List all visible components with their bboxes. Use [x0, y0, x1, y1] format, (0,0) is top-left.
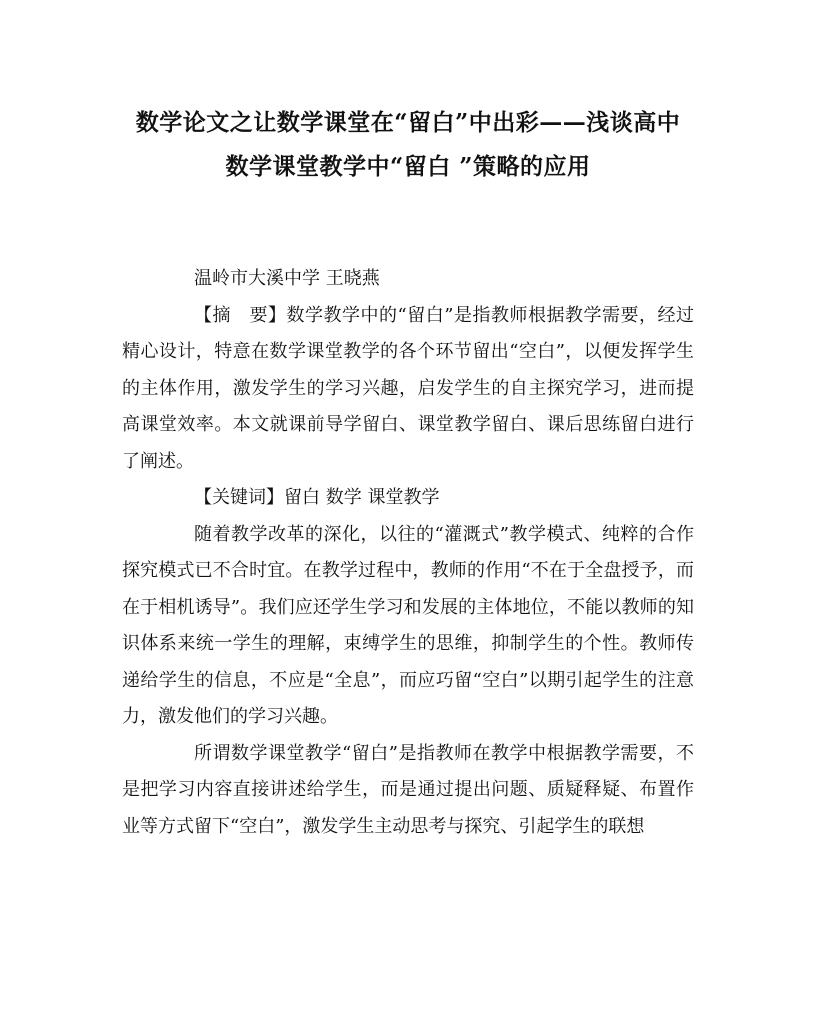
abstract-label: 【摘 要】 [194, 304, 287, 326]
keywords-label: 【关键词】 [194, 487, 284, 508]
paragraph-1-text: 随着教学改革的深化，以往的“灌溉式”教学模式、纯粹的合作探究模式已不合时宜。在教学过程中，教师的作用“不在于全盘授予，而在于相机诱导”。我们应还学生学习和发展的主体地位，不能以教师的知识体系来统一学生的理解，束缚学生的思维，抑制学生的个性。教师传递给学生的信息，不应是“全息”，而应巧留“空白”以期引起学生的注意力，激发他们的学习兴趣。 [122, 523, 694, 727]
title-line-2: 数学课堂教学中“留白 ”策略的应用 [225, 153, 591, 180]
keywords-text: 留白 数学 课堂教学 [284, 487, 440, 508]
author-line [122, 261, 694, 298]
document-body [122, 261, 694, 845]
author-text: 温岭市大溪中学 王晓燕 [194, 268, 380, 289]
paragraph-2-text: 所谓数学课堂教学“留白”是指教师在教学中根据教学需要，不是把学习内容直接讲述给学生，而是通过提出问题、质疑释疑、布置作业等方式留下“空白”，激发学生主动思考与探究、引起学生的联想 [122, 742, 694, 837]
abstract-text: 数学教学中的“留白”是指教师根据教学需要，经过精心设计，特意在数学课堂教学的各个环节留出“空白”，以便发挥学生的主体作用，激发学生的学习兴趣，启发学生的自主探究学习，进而提高课堂效率。本文就课前导学留白、课堂教学留白、课后思练留白进行了阐述。 [122, 304, 695, 472]
document-title [100, 101, 716, 189]
abstract-paragraph [122, 298, 694, 481]
body-paragraph-1 [122, 517, 694, 736]
body-paragraph-2 [122, 736, 694, 846]
keywords-paragraph [122, 480, 694, 517]
title-line-1: 数学论文之让数学课堂在“留白”中出彩——浅谈高中 [135, 109, 681, 136]
